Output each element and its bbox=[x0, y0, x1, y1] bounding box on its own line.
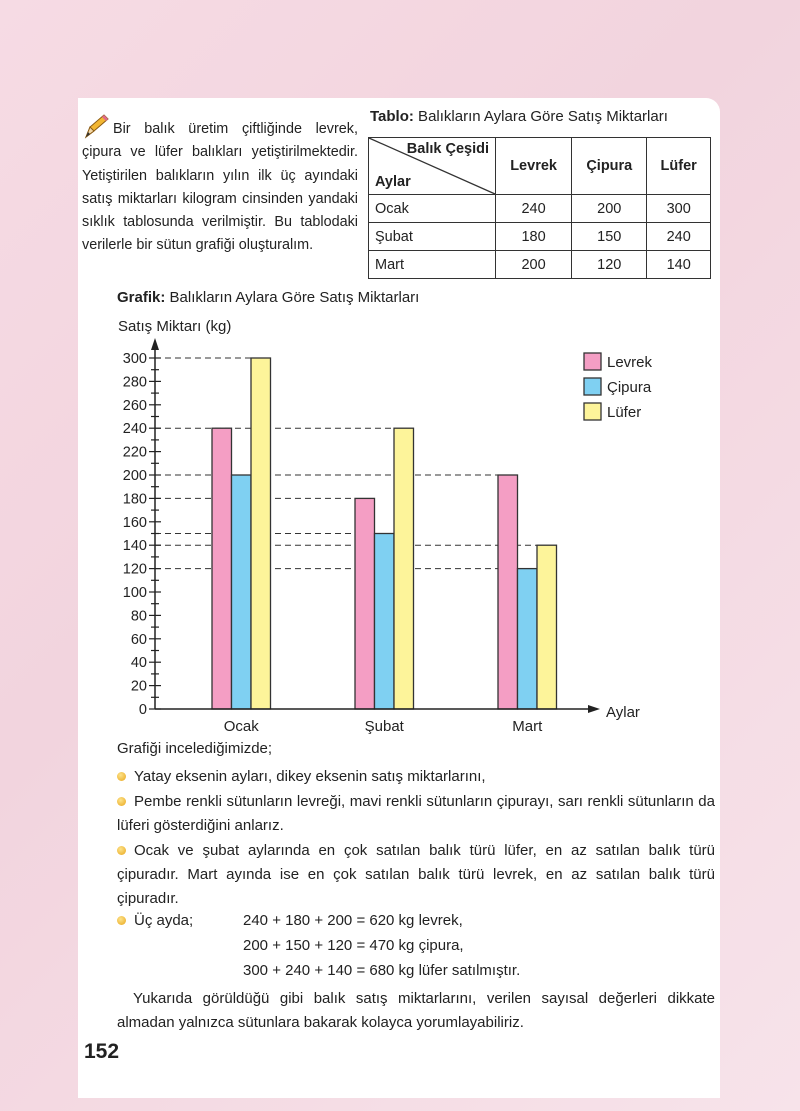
corner-top-label: Balık Çeşidi bbox=[406, 141, 489, 157]
calc-lufer: 300 + 240 + 140 = 680 kg lüfer satılmıştır. bbox=[243, 962, 521, 979]
table-title-label: Tablo: bbox=[370, 108, 414, 125]
x-tick-label: Mart bbox=[512, 718, 543, 735]
y-tick-label: 60 bbox=[130, 631, 147, 648]
calc-cipura: 200 + 150 + 120 = 470 kg çipura, bbox=[243, 937, 464, 954]
y-tick-label: 160 bbox=[122, 514, 147, 531]
table-cell-month: Ocak bbox=[369, 195, 496, 223]
bar bbox=[394, 428, 414, 709]
intro-text: Bir balık üretim çiftliğinde levrek, çipura ve lüfer balıkları yetiştirilmektedir. Yetiştirilen balıkların yılın ilk üç ayındaki satış miktarları kilogram cinsinden yandaki sıklık tablosunda verilmiştir. Bu tablodaki verilerle bir sütun grafiği oluşturalım. bbox=[82, 121, 358, 254]
bar bbox=[498, 475, 518, 709]
table-header-lufer: Lüfer bbox=[647, 138, 711, 195]
table-cell: 200 bbox=[572, 195, 647, 223]
x-axis-arrow-icon bbox=[588, 705, 600, 713]
table-header-cipura: Çipura bbox=[572, 138, 647, 195]
bullet-2 bbox=[117, 790, 715, 838]
bullet-icon bbox=[117, 797, 126, 806]
bullet-icon bbox=[117, 846, 126, 855]
legend-label: Çipura bbox=[607, 379, 652, 396]
table-cell: 240 bbox=[647, 223, 711, 251]
table-cell: 300 bbox=[647, 195, 711, 223]
legend-swatch bbox=[584, 353, 601, 370]
body-intro: Grafiği incelediğimizde; bbox=[117, 740, 273, 757]
y-tick-label: 300 bbox=[122, 351, 147, 367]
table-cell: 240 bbox=[496, 195, 572, 223]
y-tick-label: 80 bbox=[130, 608, 147, 625]
table-title-text: Balıkların Aylara Göre Satış Miktarları bbox=[413, 108, 668, 125]
bullet-1-text: Yatay eksenin ayları, dikey eksenin satış miktarlarını, bbox=[134, 768, 486, 785]
bullet-4-text: Üç ayda; bbox=[134, 912, 194, 929]
legend-swatch bbox=[584, 378, 601, 395]
bullet-3 bbox=[117, 839, 715, 911]
bar bbox=[232, 475, 252, 709]
bar bbox=[375, 534, 395, 710]
x-axis-label: Aylar bbox=[606, 704, 640, 721]
y-tick-label: 240 bbox=[122, 421, 147, 438]
corner-bottom-label: Aylar bbox=[375, 174, 411, 190]
table-cell-month: Mart bbox=[369, 251, 496, 279]
bar bbox=[251, 358, 271, 709]
y-tick-label: 100 bbox=[122, 585, 147, 601]
y-tick-label: 180 bbox=[122, 491, 147, 508]
table-cell-month: Şubat bbox=[369, 223, 496, 251]
y-tick-label: 0 bbox=[138, 702, 147, 718]
y-axis-label: Satış Miktarı (kg) bbox=[118, 318, 232, 335]
bullet-icon bbox=[117, 772, 126, 781]
table-header-levrek: Levrek bbox=[496, 138, 572, 195]
y-tick-label: 140 bbox=[122, 538, 147, 555]
bar bbox=[212, 428, 232, 709]
bullet-2-text: Pembe renkli sütunların levreği, mavi renkli sütunların çipurayı, sarı renkli sütunların da lüferi gösterdiğini anlarız. bbox=[117, 793, 715, 834]
legend-label: Levrek bbox=[607, 354, 653, 371]
bar bbox=[355, 498, 375, 709]
bullet-1 bbox=[117, 765, 715, 789]
y-tick-label: 260 bbox=[122, 397, 147, 414]
table-cell: 150 bbox=[572, 223, 647, 251]
table-cell: 200 bbox=[496, 251, 572, 279]
y-tick-label: 200 bbox=[122, 468, 147, 484]
y-tick-label: 20 bbox=[130, 678, 147, 695]
bar bbox=[537, 545, 557, 709]
calc-levrek: 240 + 180 + 200 = 620 kg levrek, bbox=[243, 912, 463, 929]
legend-label: Lüfer bbox=[607, 404, 642, 421]
table-cell: 140 bbox=[647, 251, 711, 279]
bullet-icon bbox=[117, 916, 126, 925]
table-cell: 120 bbox=[572, 251, 647, 279]
y-tick-label: 40 bbox=[130, 655, 147, 672]
conclusion-paragraph: Yukarıda görüldüğü gibi balık satış miktarlarını, verilen sayısal değerleri dikkate almadan yalnızca sütunlara bakarak kolayca yorumlayabiliriz. bbox=[117, 990, 715, 1031]
x-tick-label: Şubat bbox=[364, 718, 404, 735]
graph-title-text: Balıkların Aylara Göre Satış Miktarları bbox=[165, 289, 420, 306]
bullet-3-text: Ocak ve şubat aylarında en çok satılan balık türü lüfer, en az satılan balık türü çipuradır. Mart ayında ise en çok satılan balık türü levrek, en az satılan balık türü çipuradır. bbox=[117, 842, 715, 907]
page-number: 152 bbox=[84, 1040, 120, 1063]
bar bbox=[518, 569, 538, 709]
table-cell: 180 bbox=[496, 223, 572, 251]
y-axis-arrow-icon bbox=[151, 338, 159, 350]
y-tick-label: 220 bbox=[122, 444, 147, 461]
graph-title-label: Grafik: bbox=[117, 289, 166, 306]
y-tick-label: 280 bbox=[122, 374, 147, 391]
x-tick-label: Ocak bbox=[223, 718, 259, 735]
legend-swatch bbox=[584, 403, 601, 420]
y-tick-label: 120 bbox=[122, 561, 147, 578]
